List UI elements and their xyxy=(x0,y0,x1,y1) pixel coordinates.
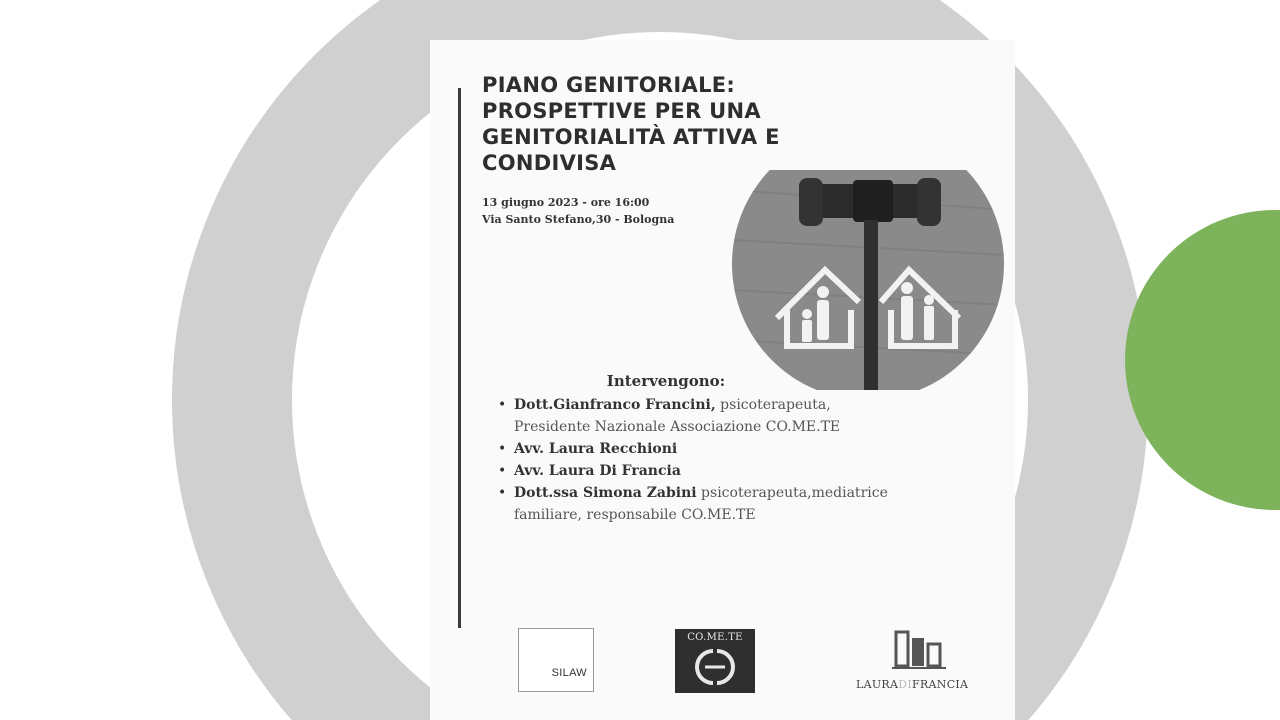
event-location: Via Santo Stefano,30 - Bologna xyxy=(482,213,675,226)
laura-logo-word: LAURA xyxy=(856,678,899,691)
gavel-family-photo xyxy=(731,170,1007,390)
silaw-logo xyxy=(518,628,594,692)
laura-logo-text xyxy=(856,678,968,691)
speaker-role-continued: Presidente Nazionale Associazione CO.ME.TE xyxy=(514,419,841,435)
laura-di-francia-logo xyxy=(852,626,982,694)
speaker-role: psicoterapeuta, xyxy=(715,397,831,413)
event-details xyxy=(482,194,674,228)
silaw-logo-text: SILAW xyxy=(551,667,587,679)
speakers-heading: Intervengono: xyxy=(606,372,726,390)
event-date-time: 13 giugno 2023 - ore 16:00 xyxy=(482,196,650,209)
title-line: PIANO GENITORIALE: xyxy=(482,73,736,97)
comete-logo-text: CO.ME.TE xyxy=(687,632,743,643)
speaker-name: Avv. Laura Di Francia xyxy=(514,463,681,479)
speaker-name: Dott.ssa Simona Zabini xyxy=(514,485,697,501)
title-line: GENITORIALITÀ ATTIVA E xyxy=(482,125,780,149)
speaker-name: Dott.Gianfranco Francini, xyxy=(514,397,716,413)
title-line: PROSPETTIVE PER UNA xyxy=(482,99,761,123)
speakers-section xyxy=(496,372,996,526)
speaker-item xyxy=(514,394,996,438)
speaker-role: psicoterapeuta,mediatrice xyxy=(696,485,888,501)
flyer-title xyxy=(482,72,912,176)
speaker-item xyxy=(514,438,996,460)
speaker-item xyxy=(514,482,996,526)
building-emblem-icon xyxy=(890,628,950,672)
green-circle-decoration xyxy=(1125,210,1280,510)
laura-logo-word: FRANCIA xyxy=(912,678,969,691)
title-line: CONDIVISA xyxy=(482,151,617,175)
speaker-item xyxy=(514,460,996,482)
speakers-list xyxy=(496,394,996,526)
comete-logo xyxy=(675,629,755,693)
laura-logo-word: DI xyxy=(898,678,913,691)
comete-emblem-icon xyxy=(689,645,741,689)
flyer-vertical-rule xyxy=(458,88,461,628)
speaker-name: Avv. Laura Recchioni xyxy=(514,441,678,457)
speaker-role-continued: familiare, responsabile CO.ME.TE xyxy=(514,507,756,523)
